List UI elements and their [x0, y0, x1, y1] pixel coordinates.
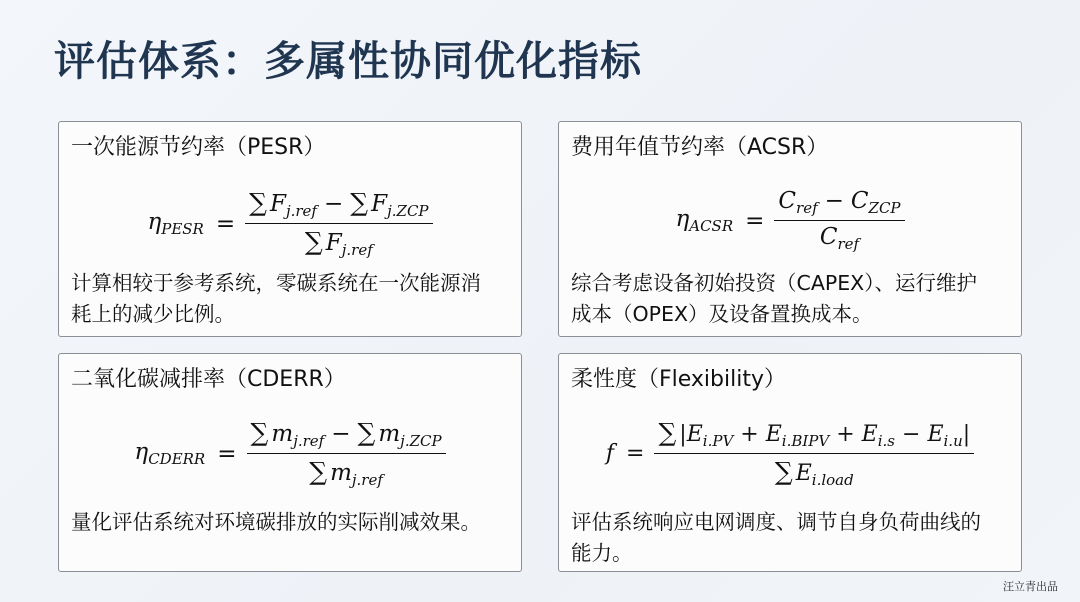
card-flexibility	[558, 353, 1022, 572]
card-desc-pesr: 计算相较于参考系统，零碳系统在一次能源消 耗上的减少比例。	[71, 271, 481, 326]
card-pesr	[58, 121, 522, 337]
fraction: $\frac{C_{ref} - C_{ZCP}}{C_{ref}}$	[774, 188, 904, 253]
formula-lhs: $\eta_{ACSR}$	[675, 206, 734, 235]
card-acsr	[558, 121, 1022, 337]
formula-lhs: $\eta_{CDERR}$	[134, 439, 206, 468]
page-title: 评估体系：多属性协同优化指标	[54, 37, 642, 85]
formula-cderr: $\eta_{CDERR}$ = $\frac{\sum m_{j.ref} - \sum m_{j.ZCP}}{\sum m_{j.ref}}$	[59, 418, 521, 489]
card-desc-cderr: 量化评估系统对环境碳排放的实际削减效果。	[71, 510, 481, 534]
formula-flexibility: f = $\frac{\sum |E_{i.PV} + E_{i.BIPV} + E_{i.s} - E_{i.u}|}{\sum E_{i.load}}$	[559, 418, 1021, 489]
formula-lhs: f	[605, 441, 614, 466]
card-cderr	[58, 353, 522, 572]
formula-lhs: $\eta_{PESR}$	[147, 209, 204, 238]
fraction: $\frac{\sum m_{j.ref} - \sum m_{j.ZCP}}{\sum m_{j.ref}}$	[247, 418, 446, 489]
formula-pesr: $\eta_{PESR}$ = $\frac{\sum F_{j.ref} - \sum F_{j.ZCP}}{\sum F_{j.ref}}$	[59, 188, 521, 259]
formula-acsr: $\eta_{ACSR}$ = $\frac{C_{ref} - C_{ZCP}}{C_{ref}}$	[559, 188, 1021, 253]
card-desc-acsr: 综合考虑设备初始投资（CAPEX）、运行维护 成本（OPEX）及设备置换成本。	[571, 271, 977, 326]
card-title-cderr: 二氧化碳减排率（CDERR）	[71, 367, 346, 392]
card-desc-flexibility: 评估系统响应电网调度、调节自身负荷曲线的 能力。	[571, 510, 981, 565]
card-title-acsr: 费用年值节约率（ACSR）	[571, 135, 829, 160]
fraction: $\frac{\sum |E_{i.PV} + E_{i.BIPV} + E_{i.s} - E_{i.u}|}{\sum E_{i.load}}$	[654, 418, 974, 489]
card-title-flexibility: 柔性度（Flexibility）	[571, 367, 786, 392]
card-title-pesr: 一次能源节约率（PESR）	[71, 135, 326, 160]
credit-watermark: 汪立青出品	[1003, 580, 1058, 593]
fraction: $\frac{\sum F_{j.ref} - \sum F_{j.ZCP}}{\sum F_{j.ref}}$	[245, 188, 432, 259]
